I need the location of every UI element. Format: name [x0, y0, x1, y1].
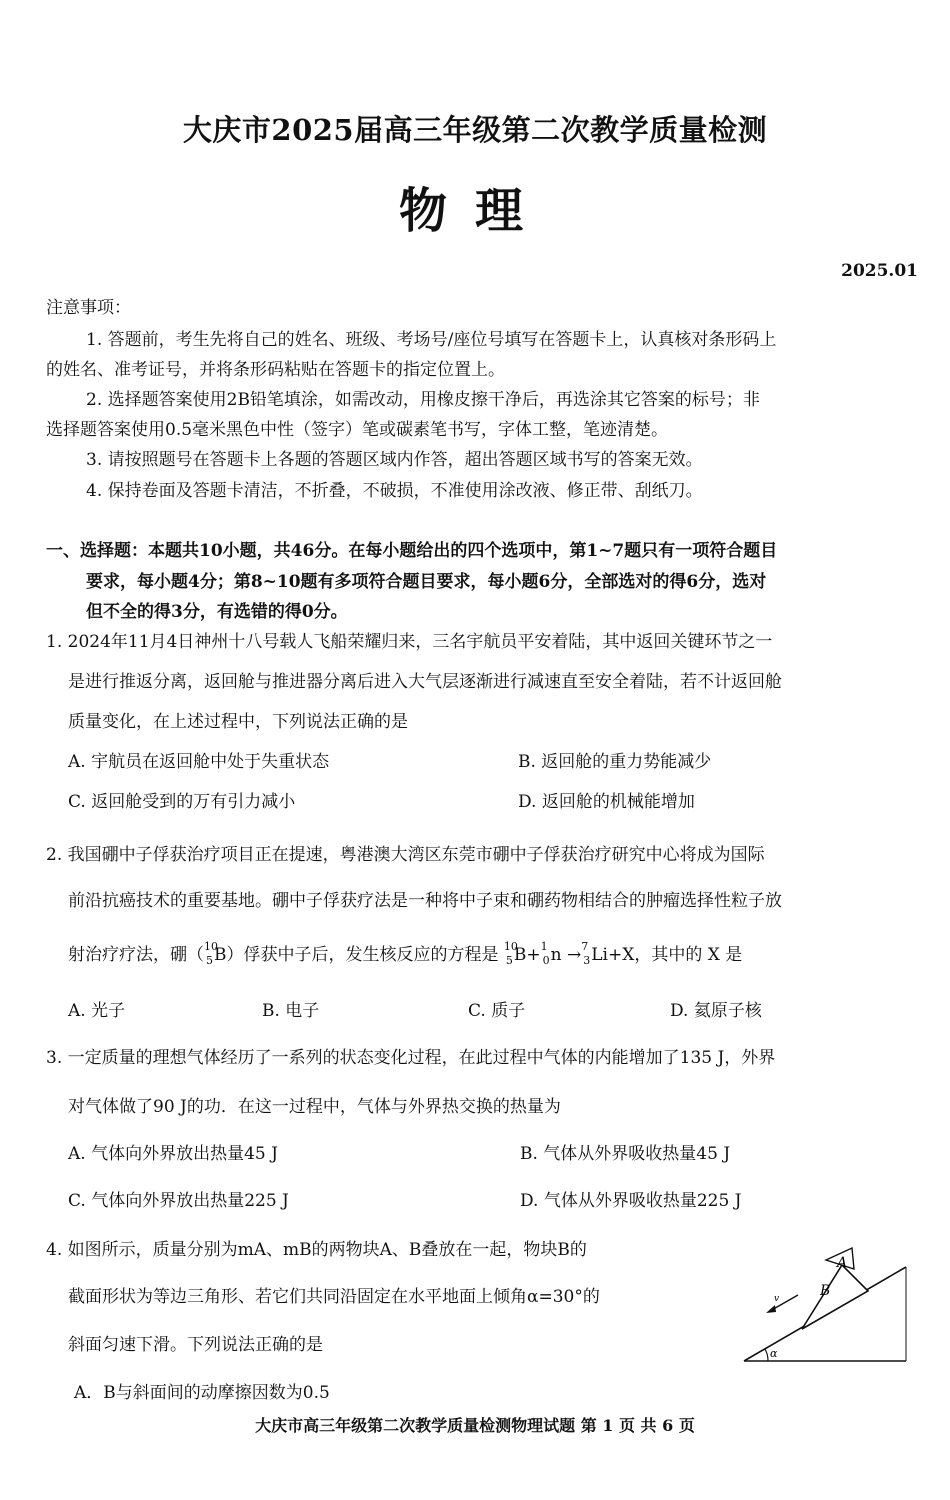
q2-line1: 2. 我国硼中子俘获治疗项目正在提速，粤港澳大湾区东莞市硼中子俘获治疗研究中心将成为国际: [46, 845, 765, 865]
q2-option-a: A. 光子: [68, 1001, 126, 1021]
q4-line2: 截面形状为等边三角形、若它们共同沿固定在水平地面上倾角α=30°的: [68, 1287, 600, 1307]
nuclear-equation: 10 5 B+ 1 0 n → 7 3 Li+X: [503, 939, 635, 967]
q1-option-b: B. 返回舱的重力势能减少: [518, 752, 712, 772]
q2-line3-post: ，其中的 X 是: [634, 945, 743, 965]
q1-option-d: D. 返回舱的机械能增加: [518, 792, 695, 812]
q4-line1: 4. 如图所示，质量分别为mA、mB的两物块A、B叠放在一起，物块B的: [46, 1240, 587, 1260]
q4-line3: 斜面匀速下滑。下列说法正确的是: [68, 1335, 323, 1355]
q2-option-d: D. 氦原子核: [670, 1001, 762, 1021]
q4-option-a: A．B与斜面间的动摩擦因数为0.5: [74, 1383, 330, 1403]
q1-line1: 1. 2024年11月4日神州十八号载人飞船荣耀归来，三名宇航员平安着陆，其中返回关键环节之一: [46, 632, 773, 652]
q1-line2: 是进行推返分离，返回舱与推进器分离后进入大气层逐渐进行减速直至安全着陆，若不计返回舱: [68, 672, 782, 692]
q3-option-b: B. 气体从外界吸收热量45 J: [520, 1144, 731, 1164]
notice-heading: 注意事项：: [46, 298, 131, 318]
notice-item-1-line1: 1. 答题前，考生先将自己的姓名、班级、考场号/座位号填写在答题卡上，认真核对条形码上: [86, 330, 777, 350]
block-b-label: B: [820, 1283, 831, 1299]
angle-arc: [765, 1349, 768, 1361]
q2-option-c: C. 质子: [468, 1001, 526, 1021]
q2-line3: 射治疗疗法，硼（ 10 5 B）俘获中子后，发生核反应的方程是 10 5 B+ 1 0 n → 7 3 Li+X，其中的 X 是: [68, 939, 743, 967]
q3-option-c: C. 气体向外界放出热量225 J: [68, 1191, 289, 1211]
notice-item-4: 4. 保持卷面及答题卡清洁，不折叠，不破损，不准使用涂改液、修正带、刮纸刀。: [86, 481, 703, 501]
block-a-label: A: [837, 1255, 848, 1271]
q2-option-b: B. 电子: [262, 1001, 320, 1021]
section-1-line2: 要求，每小题4分；第8~10题有多项符合题目要求，每小题6分，全部选对的得6分，选对: [86, 572, 767, 592]
section-1-line1: 一、选择题：本题共10小题，共46分。在每小题给出的四个选项中，第1~7题只有一项符合题目: [46, 541, 778, 561]
q1-option-a: A. 宇航员在返回舱中处于失重状态: [68, 752, 330, 772]
block-b: [802, 1265, 868, 1329]
section-1-line3: 但不全的得3分，有选错的得0分。: [86, 602, 348, 622]
angle-label: α: [770, 1347, 778, 1360]
q3-option-a: A. 气体向外界放出热量45 J: [68, 1144, 278, 1164]
page-footer: 大庆市高三年级第二次教学质量检测物理试题 第 1 页 共 6 页: [255, 1416, 695, 1435]
boron-isotope-symbol: 10 5: [204, 939, 218, 967]
notice-item-1-line2: 的姓名、准考证号，并将条形码粘贴在答题卡的指定位置上。: [46, 360, 505, 380]
velocity-label: v: [774, 1294, 780, 1304]
incline-diagram: [740, 1243, 910, 1368]
q1-option-c: C. 返回舱受到的万有引力减小: [68, 792, 296, 812]
q2-line3-mid: ）俘获中子后，发生核反应的方程是: [226, 945, 499, 965]
exam-date: 2025.01: [841, 261, 918, 281]
exam-title: 大庆市2025届高三年级第二次教学质量检测: [182, 113, 768, 147]
q2-line2: 前沿抗癌技术的重要基地。硼中子俘获疗法是一种将中子束和硼药物相结合的肿瘤选择性粒子放: [68, 891, 782, 911]
subject-title: 物理: [398, 183, 551, 239]
notice-item-3: 3. 请按照题号在答题卡上各题的答题区域内作答，超出答题区域书写的答案无效。: [86, 450, 703, 470]
velocity-arrow-head: [766, 1305, 776, 1313]
q2-line3-pre: 射治疗疗法，硼（: [68, 945, 204, 965]
notice-item-2-line1: 2. 选择题答案使用2B铅笔填涂，如需改动，用橡皮擦干净后，再选涂其它答案的标号；非: [86, 390, 760, 410]
q3-line1: 3. 一定质量的理想气体经历了一系列的状态变化过程，在此过程中气体的内能增加了135 J，外界: [46, 1048, 776, 1068]
q3-option-d: D. 气体从外界吸收热量225 J: [520, 1191, 742, 1211]
q3-line2: 对气体做了90 J的功．在这一过程中，气体与外界热交换的热量为: [68, 1097, 561, 1117]
notice-item-2-line2: 选择题答案使用0.5毫米黑色中性（签字）笔或碳素笔书写，字体工整，笔迹清楚。: [46, 420, 669, 440]
q1-line3: 质量变化，在上述过程中，下列说法正确的是: [68, 712, 408, 732]
